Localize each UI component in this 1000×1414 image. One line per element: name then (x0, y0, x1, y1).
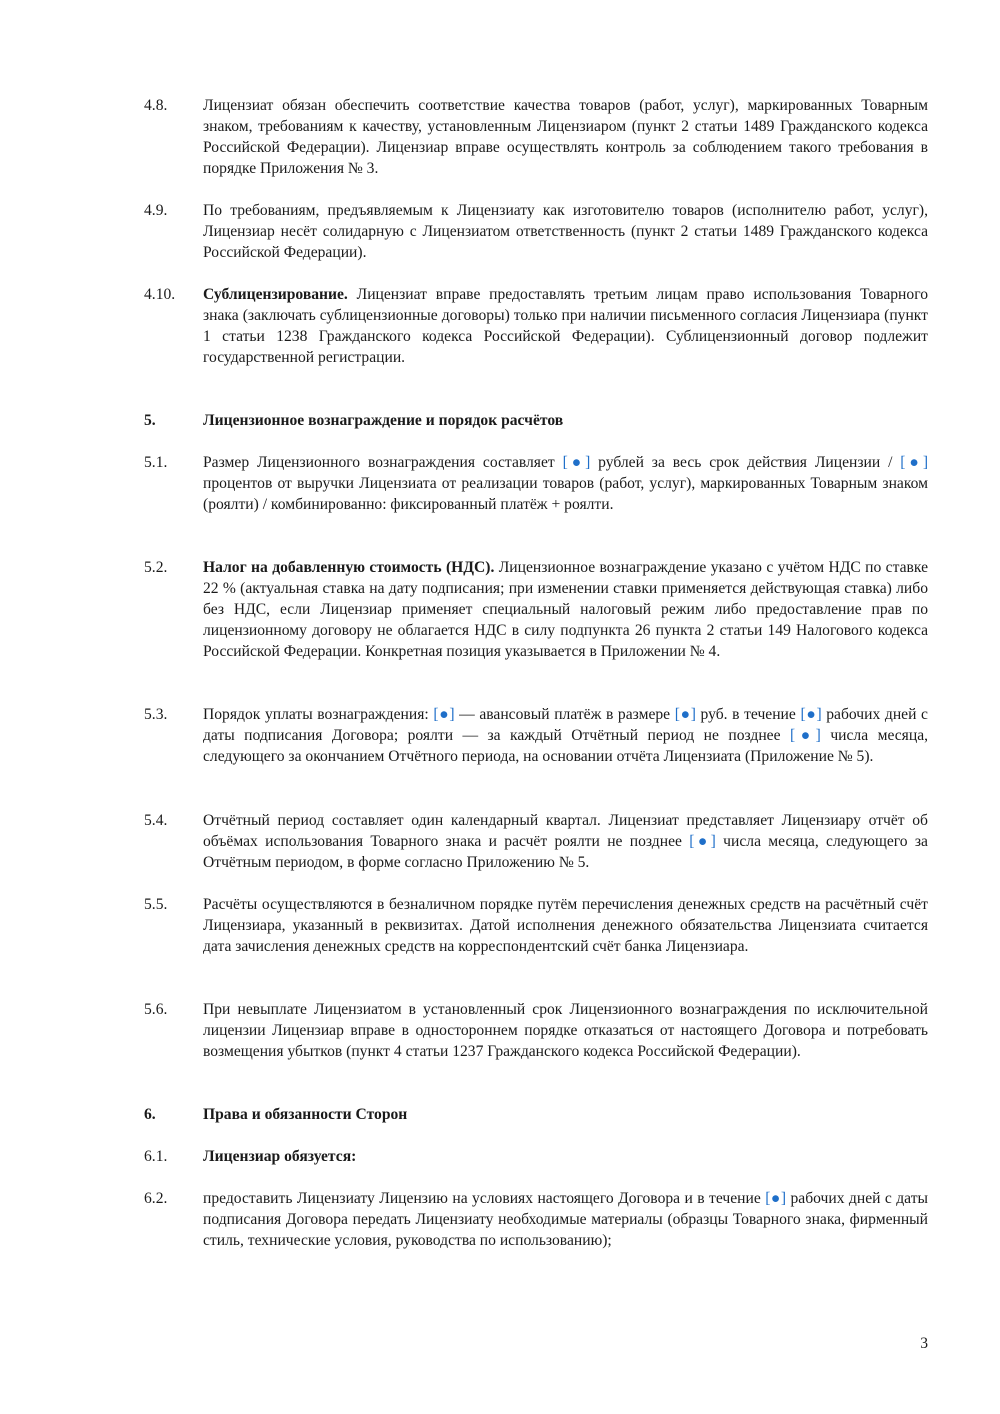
clause-text (203, 1188, 928, 1251)
text-run: числа месяца, следующего за Отчётным периодом, в форме согласно Приложению № 5. (203, 833, 928, 871)
clause-4-8 (144, 95, 928, 179)
clause-text (203, 452, 928, 515)
clause-heading: Сублицензирование. (203, 286, 348, 303)
clause-title: Лицензиар обязуется: (203, 1148, 357, 1165)
clause-5-5 (144, 894, 928, 957)
clause-body: Лицензионное вознаграждение указано с учётом НДС по ставке 22 % (актуальная ставка на дату подписания; при изменении ставки применяется действующая ставка) либо без НДС, если Лицензиар применяет специальный налоговый режим либо предоставление прав по лицензионному договору не облагается НДС в силу подпункта 26 пункта 2 статьи 149 Налогового кодекса Российской Федерации. Конкретная позиция указывается в Приложении № 4. (203, 559, 928, 660)
placeholder-field: [●] (900, 454, 929, 471)
clause-number: 4.8. (144, 97, 168, 114)
text-run: руб. в течение (695, 706, 801, 723)
clause-5-2 (144, 557, 928, 662)
clause-4-9 (144, 200, 928, 263)
clause-5-1 (144, 452, 928, 515)
clause-number: 5.3. (144, 706, 168, 723)
clause-6-2 (144, 1188, 928, 1251)
clause-text: По требованиям, предъявляемым к Лицензиату как изготовителю товаров (исполнителю работ, услуг), Лицензиар несёт солидарную с Лицензиатом ответственность (пункт 2 статьи 1489 Гражданского кодекса Российской Федерации). (203, 202, 928, 261)
clause-text (203, 704, 928, 767)
clause-number: 5.4. (144, 812, 168, 829)
section-number: 6. (144, 1106, 156, 1123)
section-number: 5. (144, 412, 156, 429)
clause-number: 4.10. (144, 286, 176, 303)
text-run: числа месяца, следующего за окончанием Отчётного периода, на основании отчёта Лицензиата (Приложение № 5). (203, 727, 929, 765)
clause-heading: Налог на добавленную стоимость (НДС). (203, 559, 495, 576)
clause-text (203, 557, 928, 662)
placeholder-field: [●] (674, 706, 696, 723)
clause-text (203, 810, 928, 873)
clause-body: Лицензиат вправе предоставлять третьим лицам право использования Товарного знака (заключать сублицензионные договоры) только при наличии письменного согласия Лицензиара (пункт 1 статьи 1238 Гражданского кодекса Российской Федерации). Сублицензионный договор подлежит государственной регистрации. (203, 286, 928, 366)
clause-6-1 (144, 1146, 928, 1167)
placeholder-field: [●] (689, 833, 716, 850)
clause-number: 6.2. (144, 1190, 168, 1207)
section-title: Права и обязанности Сторон (203, 1106, 408, 1123)
section-6-heading (144, 1104, 928, 1125)
text-run: предоставить Лицензиату Лицензию на условиях настоящего Договора и в течение (203, 1190, 766, 1207)
clause-number: 5.2. (144, 559, 168, 576)
clause-5-4 (144, 810, 928, 873)
clause-number: 5.1. (144, 454, 168, 471)
section-title: Лицензионное вознаграждение и порядок расчётов (203, 412, 564, 429)
section-5-heading (144, 410, 928, 431)
text-run: Размер Лицензионного вознаграждения составляет (203, 454, 563, 471)
text-run: — авансовый платёж в размере (454, 706, 675, 723)
clause-4-10 (144, 284, 928, 368)
text-run: Отчётный период составляет один календарный квартал. Лицензиат представляет Лицензиару отчёт об объёмах использования Товарного знака и расчёт роялти не позднее (203, 812, 928, 850)
clause-number: 5.6. (144, 1001, 168, 1018)
placeholder-field: [●] (433, 706, 455, 723)
text-run: рублей за весь срок действия Лицензии / (590, 454, 901, 471)
clause-5-6 (144, 999, 928, 1062)
text-run: рабочих дней с даты подписания Договора передать Лицензиату необходимые материалы (образцы Товарного знака, фирменный стиль, технические условия, руководства по использованию); (203, 1190, 928, 1249)
clause-number: 4.9. (144, 202, 168, 219)
placeholder-field: [●] (562, 454, 591, 471)
text-run: Порядок уплаты вознаграждения: (203, 706, 434, 723)
text-run: рабочих дней с даты подписания Договора; роялти — за каждый Отчётный период не позднее (203, 706, 928, 744)
clause-number: 5.5. (144, 896, 168, 913)
clause-number: 6.1. (144, 1148, 168, 1165)
placeholder-field: [●] (789, 727, 821, 744)
page-number: 3 (920, 1335, 928, 1352)
clause-text: Лицензиат обязан обеспечить соответствие качества товаров (работ, услуг), маркированных Товарным знаком, требованиям к качеству, установленным Лицензиаром (пункт 2 статьи 1489 Гражданского кодекса Российской Федерации). Лицензиар вправе осуществлять контроль за соблюдением такого требования в порядке Приложения № 3. (203, 97, 928, 177)
placeholder-field: [●] (765, 1190, 787, 1207)
clause-text: Расчёты осуществляются в безналичном порядке путём перечисления денежных средств на расчётный счёт Лицензиара, указанный в реквизитах. Датой исполнения денежного обязательства Лицензиата считается дата зачисления денежных средств на корреспондентский счёт банка Лицензиара. (203, 896, 928, 955)
clause-text (203, 284, 928, 368)
placeholder-field: [●] (800, 706, 822, 723)
clause-5-3 (144, 704, 928, 767)
clause-text: При невыплате Лицензиатом в установленный срок Лицензионного вознаграждения по исключительной лицензии Лицензиар вправе в одностороннем порядке отказаться от настоящего Договора и потребовать возмещения убытков (пункт 4 статьи 1237 Гражданского кодекса Российской Федерации). (203, 1001, 928, 1060)
text-run: процентов от выручки Лицензиата от реализации товаров (работ, услуг), маркированных Товарным знаком (роялти) / комбинированно: фиксированный платёж + роялти. (203, 475, 928, 513)
